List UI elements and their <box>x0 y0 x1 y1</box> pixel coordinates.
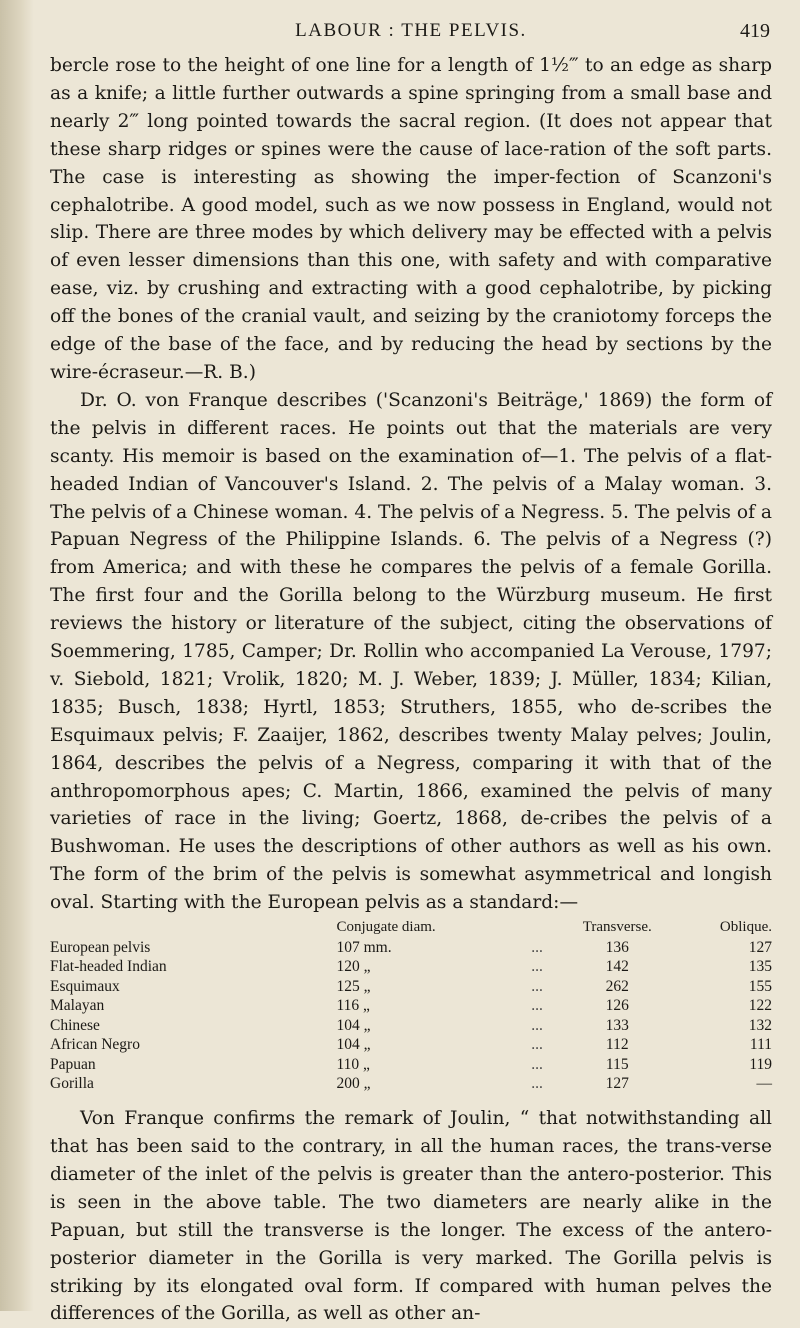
paragraph-continuation: bercle rose to the height of one line for a length of 1½‴ to an edge as sharp as a knife; a little further outwards a spine springing from a small base and nearly 2‴ long pointed towards the sacral region. (It does not appear that these sharp ridges or spines were the cause of lace-ration of the soft parts. The case is interesting as showing the imper-fection of Scanzoni's cephalotribe. A good model, such as we now possess in England, would not slip. There are three modes by which delivery may be effected with a pelvis of even lesser dimensions than this one, with safety and with comparative ease, viz. by crushing and extracting with a good cephalotribe, by picking off the bones of the cranial vault, and seizing by the craniotomy forceps the edge of the base of the face, and by reducing the head by sections by the wire-écraseur.—R. B.) <box>50 55 772 383</box>
paragraph-conclusion: Von Franque confirms the remark of Joulin, “ that notwithstanding all that has been said to the contrary, in all the human races, the trans-verse diameter of the inlet of the pelvis is greater than the antero-posterior. This is seen in the above table. The two diameters are nearly alike in the Papuan, but still the transverse is the longer. The excess of the antero-posterior diameter in the Gorilla is very marked. The Gorilla pelvis is striking by its elongated oval form. If compared with human pelves the differences of the Gorilla, as well as other an- <box>50 1108 772 1325</box>
cell-oblique: 132 <box>748 1016 772 1034</box>
row-label-text: Flat-headed Indian <box>50 958 167 976</box>
cell-transverse: 127 <box>605 1075 629 1093</box>
table-row <box>50 996 772 1016</box>
cell-oblique: 135 <box>748 958 772 976</box>
cell-transverse: 133 <box>605 1016 629 1034</box>
table-row <box>50 937 772 957</box>
cell-leader: ... <box>531 958 543 976</box>
pelvis-measurement-table <box>50 919 772 1093</box>
cell-transverse: 136 <box>605 938 629 956</box>
cell-leader: ... <box>531 1016 543 1034</box>
row-label-text: European pelvis <box>50 938 151 956</box>
header-oblique: Oblique. <box>719 919 772 936</box>
row-label-text: African Negro <box>50 1036 140 1054</box>
row-label <box>50 1035 337 1055</box>
row-label-text: Malayan <box>50 997 105 1015</box>
row-label-text: Esquimaux <box>50 977 120 995</box>
cell-conjugate: 116 „ <box>336 997 370 1015</box>
cell-transverse: 112 <box>605 1036 629 1054</box>
cell-leader: ... <box>531 938 543 956</box>
paragraph-von-franque: Dr. O. von Franque describes ('Scanzoni's Beiträge,' 1869) the form of the pelvis in different races. He points out that the materials are very scanty. His memoir is based on the examination of—1. The pelvis of a flat-headed Indian of Vancouver's Island. 2. The pelvis of a Malay woman. 3. The pelvis of a Chinese woman. 4. The pelvis of a Negress. 5. The pelvis of a Papuan Negress of the Philippine Islands. 6. The pelvis of a Negress (?) from America; and with these he compares the pelvis of a female Gorilla. The first four and the Gorilla belong to the Würzburg museum. He first reviews the history or literature of the subject, citing the observations of Soemmering, 1785, Camper; Dr. Rollin who accompanied La Verouse, 1797; v. Siebold, 1821; Vrolik, 1820; M. J. Weber, 1839; J. Müller, 1834; Kilian, 1835; Busch, 1838; Hyrtl, 1853; Struthers, 1855, who de-scribes the Esquimaux pelvis; F. Zaaijer, 1862, describes twenty Malay pelves; Joulin, 1864, describes the pelvis of a Negress, comparing it with that of the anthropomorphous apes; C. Martin, 1866, examined the pelvis of many varieties of race in the living; Goertz, 1868, de-cribes the pelvis of a Bushwoman. He uses the descriptions of other authors as well as his own. The form of the brim of the pelvis is somewhat asymmetrical and longish oval. Starting with the European pelvis as a standard:— <box>50 389 772 914</box>
row-label-text: Chinese <box>50 1016 100 1034</box>
cell-transverse: 115 <box>605 1055 629 1073</box>
row-label-text: Papuan <box>50 1055 96 1073</box>
cell-leader: ... <box>531 1036 543 1054</box>
cell-leader: ... <box>531 1055 543 1073</box>
row-label <box>50 976 337 996</box>
table-row <box>50 1074 772 1094</box>
cell-transverse: 142 <box>605 958 629 976</box>
cell-leader: ... <box>531 997 543 1015</box>
header-transverse: Transverse. <box>582 919 652 936</box>
cell-conjugate: 200 „ <box>336 1075 371 1093</box>
page-number: 419 <box>740 20 770 42</box>
cell-oblique: 155 <box>748 977 772 995</box>
cell-conjugate: 107 mm. <box>336 938 392 956</box>
table-row <box>50 957 772 977</box>
cell-oblique: 122 <box>748 997 772 1015</box>
table-body <box>50 937 772 1093</box>
row-label <box>50 937 337 957</box>
page-binding-shadow <box>0 0 34 1311</box>
header-sep <box>508 919 565 937</box>
cell-oblique: 127 <box>748 938 772 956</box>
cell-transverse: 126 <box>605 997 629 1015</box>
running-head: LABOUR : THE PELVIS. <box>295 20 527 41</box>
cell-oblique: 111 <box>749 1036 772 1054</box>
row-label-text: Gorilla <box>50 1075 94 1093</box>
cell-leader: ... <box>531 1075 543 1093</box>
header-conjugate: Conjugate diam. <box>336 919 436 936</box>
header-blank <box>50 919 337 937</box>
cell-conjugate: 104 „ <box>336 1016 371 1034</box>
book-page <box>50 18 772 1325</box>
cell-oblique: — <box>756 1075 772 1093</box>
page-header <box>50 18 772 52</box>
cell-transverse: 262 <box>605 977 629 995</box>
cell-conjugate: 125 „ <box>336 977 371 995</box>
row-label <box>50 1015 337 1035</box>
row-label <box>50 1074 337 1094</box>
row-label <box>50 996 337 1016</box>
cell-leader: ... <box>531 977 543 995</box>
table-row <box>50 1015 772 1035</box>
row-label <box>50 957 337 977</box>
cell-conjugate: 104 „ <box>336 1036 371 1054</box>
body-text <box>50 52 772 1328</box>
table-row <box>50 1054 772 1074</box>
cell-conjugate: 110 „ <box>336 1055 370 1073</box>
table-row <box>50 976 772 996</box>
cell-conjugate: 120 „ <box>336 958 371 976</box>
cell-oblique: 119 <box>749 1055 772 1073</box>
row-label <box>50 1054 337 1074</box>
table-header-row <box>50 919 772 937</box>
table-row <box>50 1035 772 1055</box>
